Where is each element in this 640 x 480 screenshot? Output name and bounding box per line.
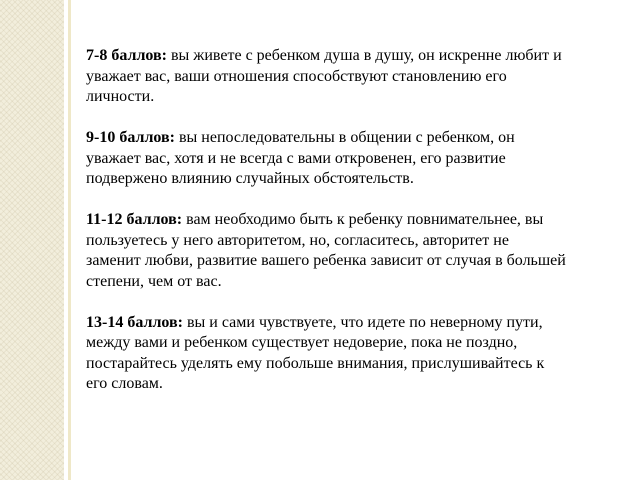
score-range-label: 7-8 баллов: bbox=[86, 47, 167, 64]
result-text: вам необходимо быть к ребенку повнимательнее, вы пользуетесь у него авторитетом, но, согласитесь, авторитет не заменит любви, развитие вашего ребенка зависит от случая в большей степени, чем от вас. bbox=[86, 211, 566, 290]
result-text: вы непоследовательны в общении с ребенком, он уважает вас, хотя и не всегда с вами откровенен, его развитие подвержено влиянию случайных обстоятельств. bbox=[86, 129, 515, 187]
result-paragraph-9-10 bbox=[86, 128, 566, 190]
score-range-label: 11-12 баллов: bbox=[86, 211, 183, 228]
result-text: вы и сами чувствуете, что идете по неверному пути, между вами и ребенком существует недоверие, пока не поздно, постарайтесь уделять ему побольше внимания, прислушивайтесь к его словам. bbox=[86, 313, 545, 392]
result-descriptions bbox=[86, 46, 566, 415]
result-paragraph-13-14 bbox=[86, 313, 566, 395]
score-range-label: 9-10 баллов: bbox=[86, 129, 175, 146]
score-range-label: 13-14 баллов: bbox=[86, 313, 183, 331]
result-text: вы живете с ребенком душа в душу, он искренне любит и уважает вас, ваши отношения способствуют становлению его личности. bbox=[86, 47, 562, 105]
decorative-side-strip bbox=[0, 0, 64, 480]
decorative-side-line bbox=[68, 0, 71, 480]
result-paragraph-7-8 bbox=[86, 46, 566, 108]
result-paragraph-11-12 bbox=[86, 210, 566, 292]
